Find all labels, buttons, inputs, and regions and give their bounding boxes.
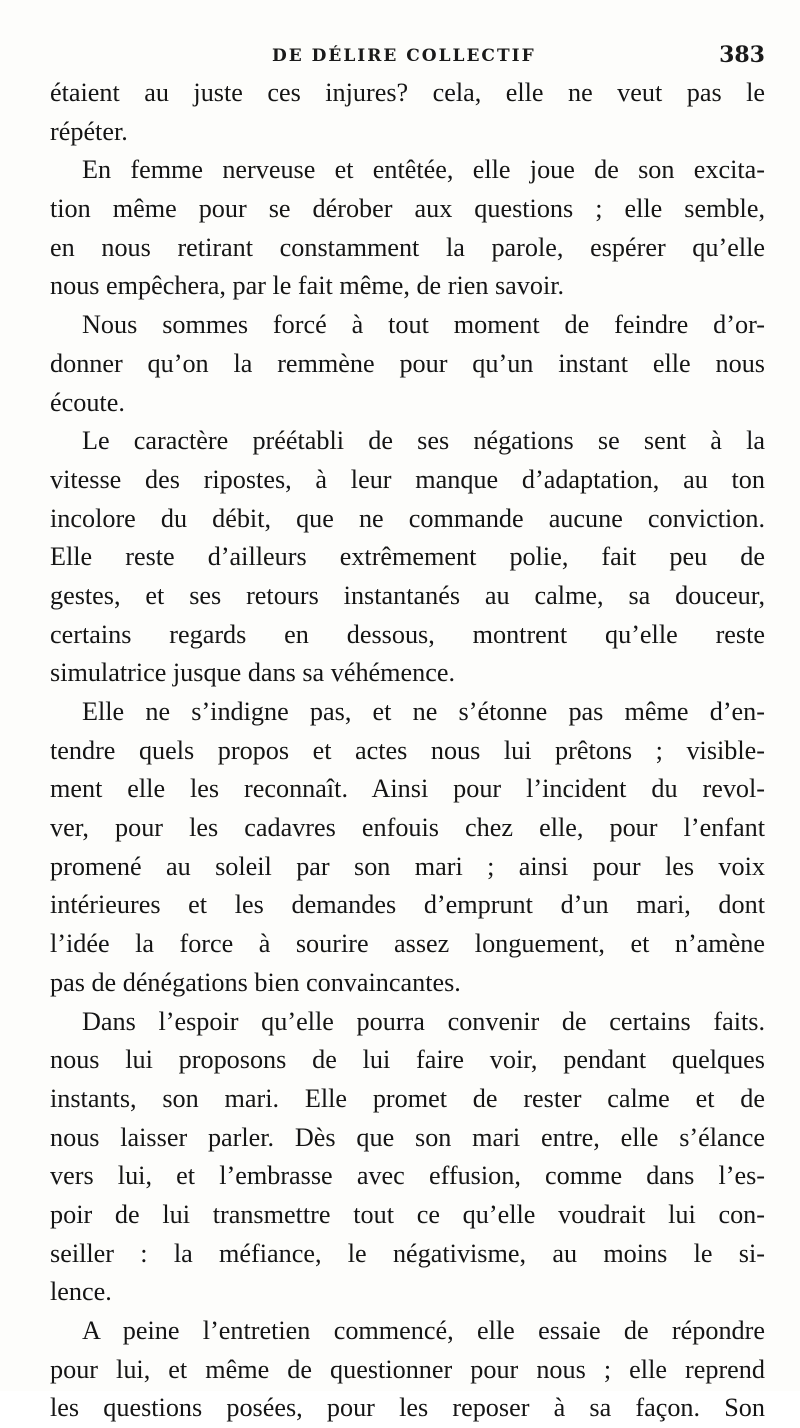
text-line: lence. — [50, 1277, 112, 1307]
text-line: Elle ne s’indigne pas, et ne s’étonne pas même d’en- — [82, 697, 765, 726]
text-line: incolore du débit, que ne commande aucune conviction. — [50, 503, 765, 533]
text-line: simulatrice jusque dans sa véhémence. — [50, 658, 456, 688]
text-line: promené au soleil par son mari ; ainsi pour les voix — [50, 851, 765, 881]
text-line: Elle reste d’ailleurs extrêmement polie, fait peu de — [50, 542, 765, 572]
text-line: nous laisser parler. Dès que son mari entre, elle s’élance — [50, 1122, 765, 1152]
text-line: écoute. — [50, 387, 125, 417]
text-line: Le caractère préétabli de ses négations se sent à la — [82, 426, 765, 456]
text-line: en nous retirant constamment la parole, espérer qu’elle — [50, 232, 765, 262]
running-title: DE DÉLIRE COLLECTIF — [272, 46, 536, 66]
text-line: les questions posées, pour les reposer à sa façon. Son — [50, 1393, 765, 1423]
text-line: étaient au juste ces injures? cela, elle ne veut pas le — [50, 78, 765, 107]
text-line: Dans l’espoir qu’elle pourra convenir de certains faits. — [82, 1006, 765, 1036]
text-line: nous empêchera, par le fait même, de rien savoir. — [50, 271, 565, 301]
text-line: donner qu’on la remmène pour qu’un instant elle nous — [50, 348, 765, 378]
text-line: vitesse des ripostes, à leur manque d’adaptation, au ton — [50, 464, 765, 494]
running-header — [50, 40, 765, 70]
body-text — [50, 74, 765, 1428]
text-line: tendre quels propos et actes nous lui prêtons ; visible- — [50, 735, 765, 765]
text-line: certains regards en dessous, montrent qu’elle reste — [50, 619, 765, 649]
text-line: intérieures et les demandes d’emprunt d’un mari, dont — [50, 890, 765, 920]
text-line: gestes, et ses retours instantanés au calme, sa douceur, — [50, 580, 765, 610]
page-number: 383 — [719, 42, 765, 68]
text-line: vers lui, et l’embrasse avec effusion, comme dans l’es- — [50, 1161, 765, 1191]
text-line: seiller : la méfiance, le négativisme, au moins le si- — [50, 1238, 765, 1268]
text-line: pas de dénégations bien convaincantes. — [50, 967, 461, 997]
text-line: poir de lui transmettre tout ce qu’elle voudrait lui con- — [50, 1199, 765, 1229]
text-line: En femme nerveuse et entêtée, elle joue de son excita- — [82, 155, 765, 185]
text-line: tion même pour se dérober aux questions ; elle semble, — [50, 194, 765, 224]
text-line: l’idée la force à sourire assez longuement, et n’amène — [50, 929, 765, 959]
text-line: instants, son mari. Elle promet de rester calme et de — [50, 1083, 765, 1113]
text-line: pour lui, et même de questionner pour nous ; elle reprend — [50, 1354, 765, 1384]
text-line: nous lui proposons de lui faire voir, pendant quelques — [50, 1045, 765, 1075]
text-line: A peine l’entretien commencé, elle essaie de répondre — [82, 1316, 765, 1345]
text-line: Nous sommes forcé à tout moment de feindre d’or- — [82, 310, 765, 340]
text-line: ment elle les reconnaît. Ainsi pour l’incident du revol- — [50, 774, 765, 804]
text-line: répéter. — [50, 116, 128, 146]
text-line: ver, pour les cadavres enfouis chez elle, pour l’enfant — [50, 813, 765, 843]
